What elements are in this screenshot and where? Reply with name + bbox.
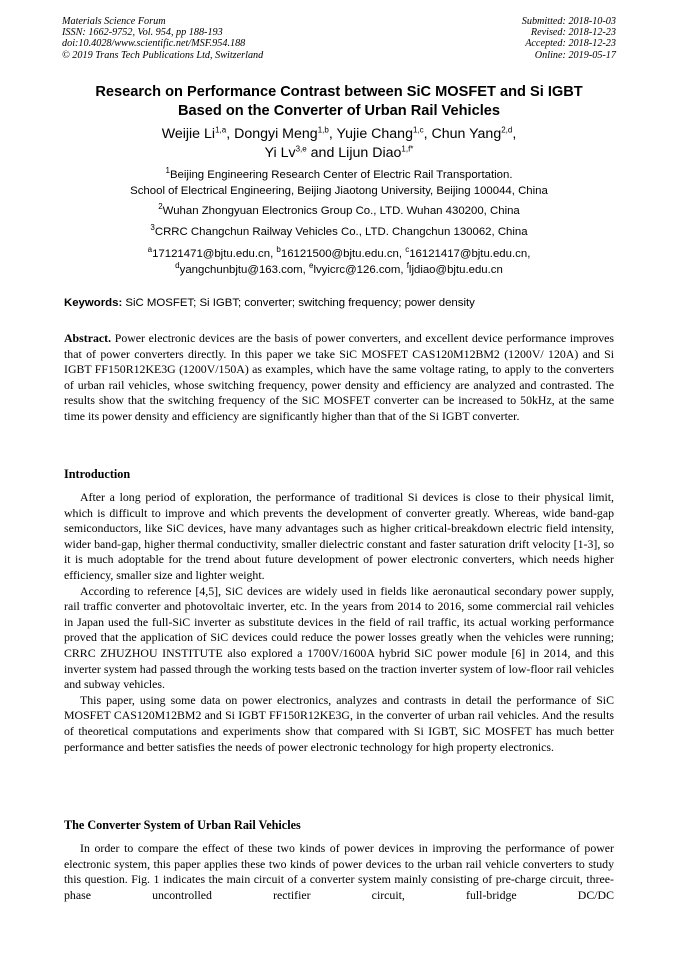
abstract — [64, 331, 614, 425]
paper-title — [40, 83, 638, 121]
journal-info — [62, 16, 263, 61]
keywords — [64, 296, 475, 311]
affiliation-1: $^1$Beijing Engineering Research Center of Electric Rail Transportation. School of Electrical Engineering, Beijing Jiaotong University, Beijing 100044, China — [130, 166, 548, 197]
affiliation-3: $^3$CRRC Changchun Railway Vehicles Co., LTD. Changchun 130062, China — [150, 223, 528, 238]
email: 16121417@bjtu.edu.cn — [409, 248, 528, 260]
converter-section-body — [64, 841, 614, 903]
author-sup: 3,e — [295, 144, 307, 154]
paragraph: According to reference [4,5], SiC devices are widely used in fields like aeronautical secondary power supply, rail traffic converter and photovoltaic inverter, etc. In the years from 2014 to 2016, some commercial rail vehicles in Japan used the full-SiC inverter as substitute devices in the field of rail traffic, its actual working performance proved that the application of SiC devices could reduce the power losses greatly when the vehicles were running; CRRC ZHUZHOU INSTITUTE also explored a 1700V/1600A hybrid SiC power module [6] in 2014, and this inverter system had passed through the working tests based on the traction inverter system of low-floor rail vehicles and subway vehicles. — [64, 583, 614, 692]
author-sup: 1,f* — [401, 144, 414, 154]
introduction-body — [64, 490, 614, 755]
title-line-2: Based on the Converter of Urban Rail Vehicles — [178, 103, 500, 119]
section-heading-converter-system: The Converter System of Urban Rail Vehicles — [64, 818, 301, 832]
affiliation-2: $^2$Wuhan Zhongyuan Electronics Group Co., LTD. Wuhan 430200, China — [158, 202, 520, 217]
accepted-date: Accepted: 2018-12-23 — [525, 38, 616, 50]
email: ljdiao@bjtu.edu.cn — [408, 263, 503, 276]
abstract-text: Power electronic devices are the basis of power converters, and excellent device performance improves that of power converters directly. In this paper we take SiC MOSFET CAS120M12BM2 (1200V/ 120A) and Si IGBT FF150R12KE3G (1200V/150A) as examples, which have the same voltage rating, to apply to the converters of urban rail vehicles, whose switching frequency, power density and efficiency are analyzed and contrasted. The results show that the switching frequency of the SiC MOSFET converter can be increased to 50kHz, at the same time its power density and efficiency are significantly higher than that of the Si IGBT converter. — [64, 331, 615, 423]
author-sup: 1,b — [317, 125, 329, 135]
abstract-label: Abstract. — [64, 331, 112, 345]
section-heading-introduction: Introduction — [64, 467, 131, 481]
author-name: Yujie Chang — [336, 126, 413, 142]
paragraph: This paper, using some data on power electronics, analyzes and contrasts in detail the performance of SiC MOSFET CAS120M12BM2 and Si IGBT FF150R12KE3G, in the converter of urban rail vehicles. And the results of theoretical computations and experiments show that compared with Si IGBT, SiC MOSFET has much better performance and better satisfies the needs of power electronic technology for high property electronics. — [64, 692, 614, 754]
copyright: © 2019 Trans Tech Publications Ltd, Switzerland — [62, 49, 264, 61]
revised-date: Revised: 2018-12-23 — [530, 27, 616, 39]
keywords-text: SiC MOSFET; Si IGBT; converter; switching frequency; power density — [125, 297, 475, 309]
keywords-label: Keywords: — [64, 297, 123, 309]
title-line-1: Research on Performance Contrast between SiC MOSFET and Si IGBT — [95, 84, 583, 100]
author-name: Dongyi Meng — [234, 126, 318, 142]
email-line-2: $^d$yangchunbjtu@163.com, $^e$lvyicrc@126.com, $^f$ljdiao@bjtu.edu.cn — [175, 260, 503, 276]
author-name: Weijie Li — [161, 126, 216, 142]
paragraph: After a long period of exploration, the performance of traditional Si devices is close to their physical limit, which is difficult to improve and which prevents the development of converter greatly. Whereas, wide band-gap semiconductors, like SiC devices, have many advantages such as higher critical-breakdown electric field intensity, wider band-gap, higher thermal conductivity, smaller dielectric constant and faster saturation drift velocity [1-3], so it is much adoptable for the trend about future development of power electronic converters, which needs higher efficiency, smaller size and lighter weight. — [64, 490, 614, 582]
email-line-1: $^a$17121471@bjtu.edu.cn, $^b$16121500@bjtu.edu.cn, $^c$16121417@bjtu.edu.cn, — [147, 245, 531, 260]
email: 16121500@bjtu.edu.cn — [280, 248, 399, 260]
paragraph: In order to compare the effect of these two kinds of power devices in improving the performance of power electronic system, this paper applies these two kinds of power devices to the urban rail vehicle converters to study this question. Fig. 1 indicates the main circuit of a converter system mainly consisting of pre-charge circuit, three-phase uncontrolled rectifier circuit, full-bridge DC/DC — [64, 841, 614, 902]
author-name: Lijun Diao — [338, 145, 402, 161]
author-sup: 1,a — [215, 125, 227, 135]
author-name: Yi Lv — [264, 145, 296, 161]
author-sup: 1,c — [412, 125, 424, 135]
publication-dates — [522, 16, 616, 61]
author-line-1: Weijie Li$^{1,a}$, Dongyi Meng$^{1,b}$, Yujie Chang$^{1,c}$, Chun Yang$^{2,d}$, — [161, 125, 517, 142]
submitted-date: Submitted: 2018-10-03 — [521, 16, 616, 27]
email: lvyicrc@126.com — [313, 263, 401, 276]
author-emails — [40, 247, 638, 278]
email: 17121471@bjtu.edu.cn — [152, 248, 271, 260]
journal-name: Materials Science Forum — [62, 16, 166, 27]
author-sup: 2,d — [501, 125, 513, 135]
author-name: Chun Yang — [431, 126, 502, 142]
online-date: Online: 2019-05-17 — [534, 49, 616, 61]
author-line-2: Yi Lv$^{3,e}$ and Lijun Diao$^{1,f*}$ — [264, 144, 414, 161]
issn-volume-pages: ISSN: 1662-9752, Vol. 954, pp 188-193 — [62, 27, 223, 39]
doi: doi:10.4028/www.scientific.net/MSF.954.188 — [62, 38, 246, 50]
email: yangchunbjtu@163.com — [179, 263, 303, 276]
author-list — [40, 125, 638, 163]
